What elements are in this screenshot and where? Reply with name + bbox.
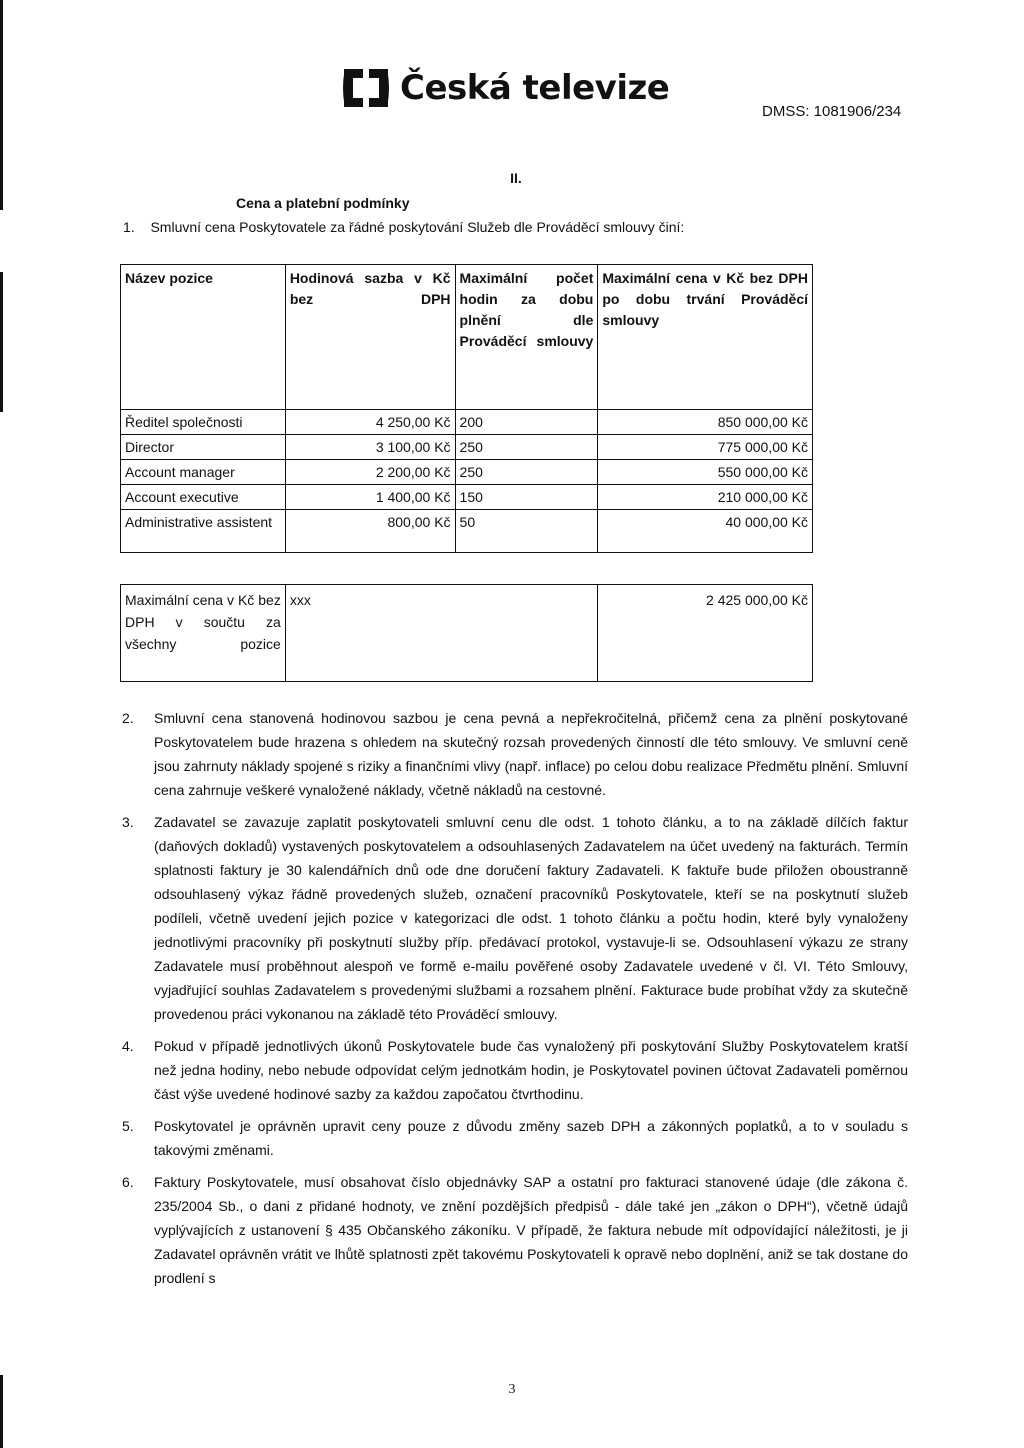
position-cell: Account manager — [121, 460, 286, 485]
document-id: DMSS: 1081906/234 — [762, 103, 902, 120]
item-number: 2. — [122, 710, 134, 726]
list-item — [122, 810, 908, 1026]
logo-text: Česká televize — [400, 68, 670, 108]
intro-number: 1. — [123, 219, 135, 235]
price-table-header — [121, 265, 813, 410]
table-row — [121, 410, 813, 435]
total-mid: xxx — [285, 585, 597, 682]
total-table — [120, 584, 813, 682]
position-cell: Director — [121, 435, 286, 460]
item-text: Smluvní cena stanovená hodinovou sazbou je cena pevná a nepřekročitelná, přičemž cena za plnění poskytované Poskytovatelem bude hrazena s ohledem na skutečný rozsah provedených činností dle této smlouvy. Ve smluvní ceně jsou zahrnuty náklady spojené s riziky a finančními vlivy (např. inflace) po celou dobu realizace Předmětu plnění. Smluvní cena zahrnuje veškeré vynaložené náklady, včetně nákladů na cestovné. — [154, 710, 908, 798]
rate-cell: 800,00 Kč — [285, 510, 455, 553]
rate-cell: 2 200,00 Kč — [285, 460, 455, 485]
item-text: Pokud v případě jednotlivých úkonů Poskytovatele bude čas vynaložený při poskytování Služby Poskytovatelem kratší než jedna hodiny, nebo nebude odpovídat celým jednotkám hodin, je Poskytovatel povinen účtovat Zadavateli poměrnou část výše uvedené hodinové sazby za každou započatou čtvrthodinu. — [154, 1038, 908, 1102]
section-number: II. — [510, 170, 522, 186]
rate-cell: 3 100,00 Kč — [285, 435, 455, 460]
logo — [342, 66, 669, 110]
intro-paragraph — [123, 219, 684, 235]
max-price-cell: 775 000,00 Kč — [598, 435, 813, 460]
rate-cell: 4 250,00 Kč — [285, 410, 455, 435]
position-cell: Account executive — [121, 485, 286, 510]
list-item — [122, 1170, 908, 1290]
item-number: 3. — [122, 814, 134, 830]
item-number: 5. — [122, 1118, 134, 1134]
price-table — [120, 264, 813, 553]
ct-logo-icon — [342, 66, 390, 110]
position-cell: Administrative assistent — [121, 510, 286, 553]
rate-cell: 1 400,00 Kč — [285, 485, 455, 510]
max-price-cell: 850 000,00 Kč — [598, 410, 813, 435]
scan-edge-middle — [0, 272, 3, 412]
terms-list — [122, 706, 908, 1290]
max-price-cell: 210 000,00 Kč — [598, 485, 813, 510]
header-hours: Maximální počet hodin za dobu plnění dle Prováděcí smlouvy — [455, 265, 598, 410]
hours-cell: 250 — [455, 435, 598, 460]
total-row — [121, 585, 813, 682]
page-number: 3 — [508, 1382, 516, 1397]
table-row — [121, 485, 813, 510]
item-number: 6. — [122, 1174, 134, 1190]
max-price-cell: 40 000,00 Kč — [598, 510, 813, 553]
hours-cell: 250 — [455, 460, 598, 485]
intro-text: Smluvní cena Poskytovatele za řádné poskytování Služeb dle Prováděcí smlouvy činí: — [150, 219, 685, 235]
list-item — [122, 1034, 908, 1106]
section-title: Cena a platební podmínky — [236, 195, 410, 211]
header-rate: Hodinová sazba v Kč bez DPH — [285, 265, 455, 410]
list-item — [122, 1114, 908, 1162]
hours-cell: 150 — [455, 485, 598, 510]
header-position: Název pozice — [121, 265, 286, 410]
table-row — [121, 510, 813, 553]
max-price-cell: 550 000,00 Kč — [598, 460, 813, 485]
item-text: Zadavatel se zavazuje zaplatit poskytovateli smluvní cenu dle odst. 1 tohoto článku, a to na základě dílčích faktur (daňových dokladů) vystavených poskytovatelem a odsouhlasených Zadavatelem na účet uvedený na fakturách. Termín splatnosti faktury je 30 kalendářních dnů ode dne doručení faktury Zadavateli. K faktuře bude přiložen oboustranně odsouhlasený výkaz řádně provedených služeb, označení pracovníků Poskytovatele, kteří se na poskytnutí služeb podíleli, včetně uvedení jejich pozice v kategorizaci dle odst. 1 tohoto článku a počtu hodin, které byly vynaloženy jednotlivými pracovníky při poskytnutí služby příp. předávací protokol, vystavuje-li se. Odsouhlasení výkazu ze strany Zadavatele musí proběhnout alespoň ve formě e-mailu pověřené osoby Zadavatele uvedené v čl. VI. Této Smlouvy, vyjadřující souhlas Zadavatelem s provedenými službami a rozsahem plnění. Fakturace bude probíhat vždy za skutečně provedenou práci vykonanou na základě této Prováděcí smlouvy. — [154, 814, 908, 1022]
position-cell: Ředitel společnosti — [121, 410, 286, 435]
list-item — [122, 706, 908, 802]
hours-cell: 50 — [455, 510, 598, 553]
table-row — [121, 460, 813, 485]
item-text: Faktury Poskytovatele, musí obsahovat číslo objednávky SAP a ostatní pro fakturaci stanovené údaje (dle zákona č. 235/2004 Sb., o dani z přidané hodnoty, ve znění pozdějších předpisů - dále také jen „zákon o DPH“), včetně údajů vyplývajících z ustanovení § 435 Občanského zákoníku. V případě, že faktura nebude mít odpovídající náležitosti, je ji Zadavatel oprávněn vrátit ve lhůtě splatnosti zpět takovému Poskytovateli k opravě nebo doplnění, aniž se tak dostane do prodlení s — [154, 1174, 908, 1286]
total-label: Maximální cena v Kč bez DPH v součtu za všechny pozice — [121, 585, 286, 682]
header-max-price: Maximální cena v Kč bez DPH po dobu trvání Prováděcí smlouvy — [598, 265, 813, 410]
item-text: Poskytovatel je oprávněn upravit ceny pouze z důvodu změny sazeb DPH a zákonných poplatků, a to v souladu s takovými změnami. — [154, 1118, 908, 1158]
total-value: 2 425 000,00 Kč — [598, 585, 813, 682]
item-number: 4. — [122, 1038, 134, 1054]
hours-cell: 200 — [455, 410, 598, 435]
table-row — [121, 435, 813, 460]
